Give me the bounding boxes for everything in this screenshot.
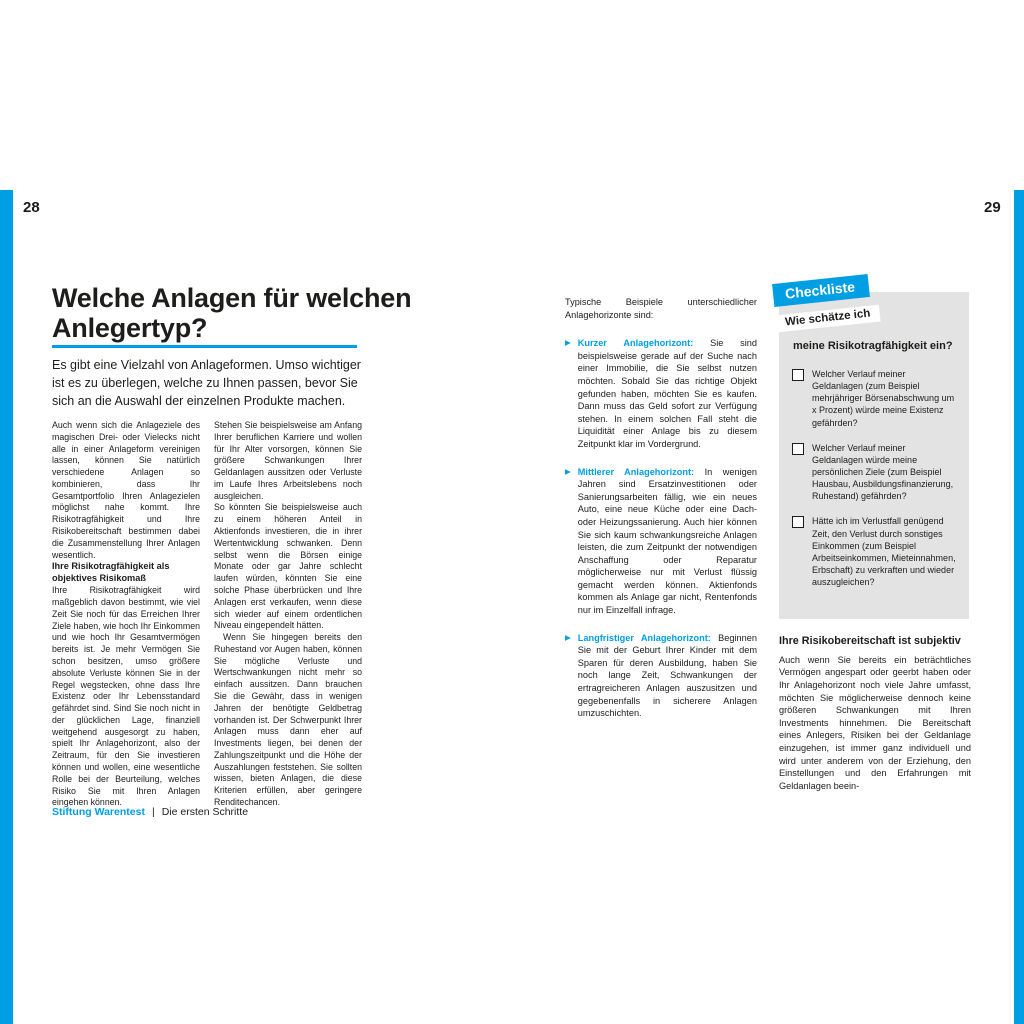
risk-heading: Ihre Risikobereitschaft ist subjektiv [779, 635, 961, 647]
right-column [565, 296, 757, 735]
subheading-risikotragfaehigkeit: Ihre Risikotragfähigkeit als objektives Risikomaß [52, 561, 170, 584]
checklist-item [792, 515, 957, 588]
checkbox-icon [792, 516, 804, 528]
checklist-heading-line2: meine Risikotragfähigkeit ein? [793, 340, 953, 352]
section-name: Die ersten Schritte [161, 806, 249, 818]
left-column-2 [214, 420, 362, 809]
left-accent-bar [0, 190, 13, 1024]
article-intro: Es gibt eine Vielzahl von Anlageformen. Umso wichtiger ist es zu überlegen, welche zu Ihnen passen, bevor Sie sich an die Auswahl der einzelnen Produkte machen. [52, 358, 361, 408]
left-column-1 [52, 420, 200, 809]
checklist-panel [779, 278, 969, 619]
right-accent-bar [1014, 190, 1024, 1024]
bullet-label: Mittlerer Anlagehorizont: [577, 466, 695, 477]
checklist-items [792, 368, 957, 601]
bullet-item [565, 337, 757, 450]
bullet-item [565, 466, 757, 617]
arrow-bullet-icon: ▶ [565, 632, 571, 642]
checklist-item [792, 442, 957, 503]
checkbox-icon [792, 443, 804, 455]
footer-divider: | [151, 806, 155, 818]
bullet-label: Langfristiger Anlagehorizont: [577, 632, 711, 643]
checklist-heading-line1: Wie schätze ich [775, 305, 880, 333]
brand-name: Stiftung Warentest [52, 806, 145, 818]
right-page-number: 29 [984, 199, 1001, 216]
paragraph: So könnten Sie beispielsweise auch zu einem höheren Anteil in Aktienfonds investieren, die in ihrer Wertentwicklung schwanken. Denn selbst wenn die Börsen einige Monate oder gar Jahre schlecht laufen würden, könnten Sie eine solche Phase überbrücken und Ihre Anlagen erst verkaufen, wenn diese sich wieder auf einem ordentlichen Niveau eingependelt hätten. [214, 502, 362, 631]
paragraph: Auch wenn sich die Anlageziele des magischen Drei- oder Vielecks nicht alle in einer Anlageform vereinigen lassen, können Sie natürlich verschiedene Anlagen so kombinieren, dass Ihr Gesamtportfolio Ihren Anlagezielen möglichst nahe kommt. Ihre Risikotragfähigkeit und Ihre Risikobereitschaft bestimmen dabei die Zusammenstellung Ihrer Anlagen wesentlich. [52, 420, 200, 560]
bullet-body [578, 337, 757, 450]
bullet-item [565, 632, 757, 720]
paragraph: Ihre Risikotragfähigkeit wird maßgeblich davon bestimmt, wie viel Zeit Sie noch für das Erreichen Ihrer Ziele haben, wie hoch Ihr Einkommen und wie hoch Ihr Gesamtvermögen bereits ist. Je mehr Vermögen Sie schon besitzen, umso größere absolute Verluste können Sie in der Regel wegstecken, ohne dass Ihre Existenz oder Ihr Lebensstandard gefährdet sind. Sind Sie noch nicht in der glücklichen Lage, finanziell weitgehend ausgesorgt zu haben, spielt Ihr Anlagehorizont, also der Zeitraum, für den Sie investieren können und wollen, eine wesentliche Rolle bei der Beurteilung, welches Risiko Sie mit Ihren Anlagen eingehen können. [52, 585, 200, 808]
left-page-number: 28 [23, 199, 40, 216]
risk-section [779, 634, 971, 792]
bullet-body [578, 466, 757, 617]
arrow-bullet-icon: ▶ [565, 466, 571, 476]
lead-paragraph: Typische Beispiele unterschiedlicher Anlagehorizonte sind: [565, 297, 757, 320]
checkbox-icon [792, 369, 804, 381]
paragraph: Auch wenn Sie bereits ein beträchtliches Vermögen angespart oder geerbt haben oder Ihr Anlagehorizont noch viele Jahre umfasst, möchten Sie möglicherweise dennoch keine größeren Schwankungen mit Ihren Investments hinnehmen. Die Bereitschaft eines Anlegers, Risiken bei der Geldanlage einzugehen, ist immer ganz individuell und wird unter anderem von der Erziehung, den Einstellungen und den Erfahrungen mit Geldanlagen beein- [779, 654, 971, 791]
page-footer [52, 806, 248, 818]
paragraph: Wenn Sie hingegen bereits den Ruhestand vor Augen haben, können Sie mögliche Verluste und Wertschwankungen nicht mehr so einfach aussitzen. Dann brauchen Sie die Gewähr, dass in wenigen Jahren der benötigte Geldbetrag vorhanden ist. Der Schwerpunkt Ihrer Anlagen muss dann eher auf Investments liegen, bei denen der Zahlungszeitpunkt und die Höhe der Auszahlungen feststehen. Sie sollten wissen, bieten Anlagen, die diese Kriterien erfüllen, aber geringere Renditechancen. [214, 632, 362, 807]
paragraph: Stehen Sie beispielsweise am Anfang Ihrer beruflichen Karriere und wollen für Ihr Alter vorsorgen, können Sie größere Schwankungen Ihrer Geldanlagen aussitzen oder Verluste im Laufe Ihres Arbeitslebens noch ausgleichen. [214, 420, 362, 501]
article-title: Welche Anlagen für welchen Anlegertyp? [52, 283, 412, 344]
checklist-ribbon: Checkliste [772, 274, 870, 307]
bullet-body [578, 632, 757, 720]
title-rule [52, 345, 357, 348]
checklist-item [792, 368, 957, 429]
bullet-label: Kurzer Anlagehorizont: [577, 338, 694, 349]
bullet-text: Sie sind beispielsweise gerade auf der Suche nach einer Immobilie, die Sie selbst nutzen möchten. Sobald Sie das richtige Objekt gefunden haben, möchten Sie es kaufen. Dann muss das Geld sofort zur Verfügung stehen. In einem solchen Fall steht die Liquidität einer Anlage bis zu diesem Zeitpunkt klar im Vordergrund. [577, 338, 758, 449]
bullet-text: Beginnen Sie mit der Geburt Ihrer Kinder mit dem Sparen für deren Ausbildung, haben Sie noch lange Zeit, Schwankungen der ertragreicheren Anlagen auszusitzen und gegebenenfalls in sicherere Anlagen umzuschichten. [577, 632, 757, 719]
bullet-text: In wenigen Jahren sind Ersatzinvestitionen oder Sanierungsarbeiten fällig, wie ein neues Auto, eine neue Küche oder eine Dach- oder Heizungssanierung. Auch hier können Sie sich kaum schwankungsreiche Anlagen leisten, die zum Zeitpunkt der notwendigen Anschaffung oder Reparatur möglicherweise nur mit Verlust flüssig gemacht werden können. Aktienfonds kommen als Anlage gar nicht, Rentenfonds nur im Einzelfall infrage. [577, 466, 757, 616]
checklist-item-text: Welcher Verlauf meiner Geldanlagen würde meine persönlichen Ziele (zum Beispiel Hausbau, Ausbildungsfinanzierung, Ruhestand) gefährden? [812, 442, 954, 502]
checklist-item-text: Hätte ich im Verlustfall genügend Zeit, den Verlust durch sonstiges Einkommen (zum Beispiel Arbeitseinkommen, Mieteinnahmen, Erbschaft) zu verkraften und wieder auszugleichen? [812, 516, 956, 588]
checklist-item-text: Welcher Verlauf meiner Geldanlagen (zum Beispiel mehrjähriger Börsenabschwung um x Prozent) würde meine Existenz gefährden? [812, 369, 955, 428]
arrow-bullet-icon: ▶ [565, 338, 571, 348]
